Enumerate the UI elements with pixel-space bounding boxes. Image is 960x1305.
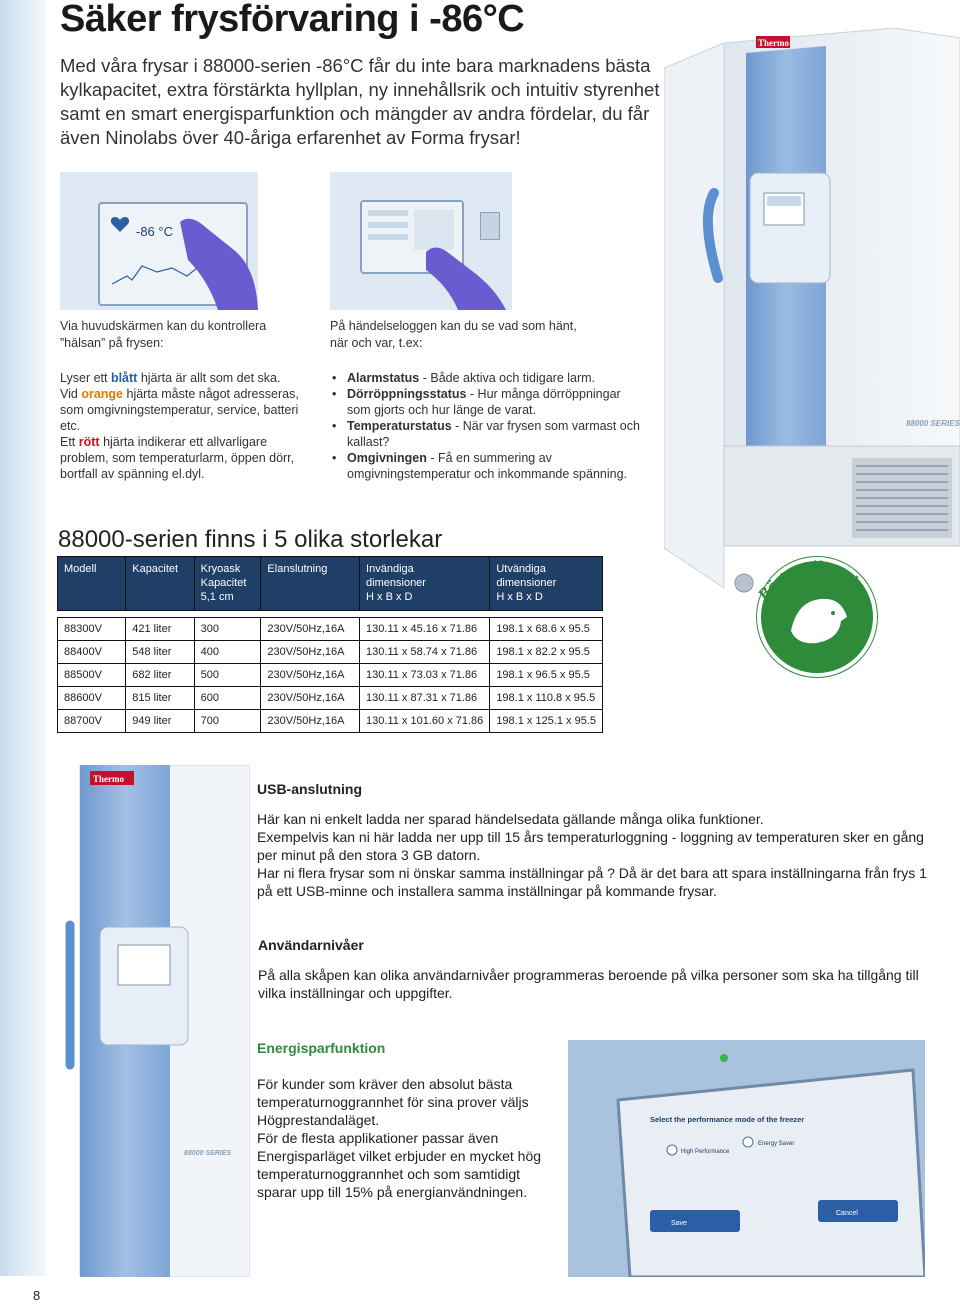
header-model: Modell [58,557,126,611]
heart-status-explanation: Lyser ett blått hjärta är allt som det ska. Vid orange hjärta måste något adresseras, som omgivningstemperatur, service, batteri etc. Ett rött hjärta indikerar ett allvarligare problem, som temperaturlarm, öppen dörr, bortfall av spänning el.dyl. [60,371,299,481]
event-log-bullets [332,370,642,482]
energy-screen-title: Select the performance mode of the freezer [650,1115,805,1124]
usb-section-title: USB-anslutning [257,781,362,797]
event-log-photo [330,172,512,310]
sizes-section-title: 88000-serien finns i 5 olika storlekar [58,526,443,553]
bullet-environment: • Omgivningen - Få en summering av omgivningstemperatur och inkommande spänning. [332,450,642,482]
header-outer: Utvändiga dimensioner H x B x D [490,557,603,611]
option-high-performance[interactable]: High Performance [681,1149,730,1155]
intro-paragraph: Med våra frysar i 88000-serien -86°C får du inte bara marknadens bästa kylkapacitet, extra förstärkta hyllplan, ny innehållsrik och intuitiv styrenhet samt en smart energisparfunktion och mängder av andra fördelar, du får även Ninolabs över 40-åriga erfarenhet av Forma frysar! [60,55,660,148]
svg-text:Thermo: Thermo [93,774,124,784]
freezer-series-label: 88000 SERIES [906,419,960,428]
eco-label-text: Bästa miljöval [753,556,861,605]
option-energy-saver[interactable]: Energy Saver [758,1141,795,1147]
table-row: 88600V 815 liter 600 230V/50Hz,16A 130.11 x 87.31 x 71.86 198.1 x 110.8 x 95.5 [58,687,603,710]
eco-label-text-arc [740,546,880,616]
table-row: 88500V 682 liter 500 230V/50Hz,16A 130.11 x 73.03 x 71.86 198.1 x 96.5 x 95.5 [58,664,603,687]
status-heart-icon [111,217,129,232]
main-screen-caption: Via huvudskärmen kan du kontrollera ”hälsan” på frysen: [60,319,267,350]
page-sidebar-gradient [0,0,46,1305]
table-row: 88700V 949 liter 700 230V/50Hz,16A 130.11 x 101.60 x 71.86 198.1 x 125.1 x 95.5 [58,710,603,733]
header-power: Elanslutning [261,557,360,611]
save-button[interactable]: Save [671,1220,687,1227]
freezer-photo-large [664,28,960,598]
svg-text:Bästa miljöval [753,557,861,605]
user-levels-body: På alla skåpen kan olika användarnivåer programmeras beroende på vilka personer som ska ha tillgång till vilka inställningar och uppgifter. [258,967,919,1001]
main-screen-photo [60,172,258,310]
energy-section-body: För kunder som kräver den absolut bästa temperaturnoggrannhet för sina prover väljs Högprestandaläget. För de flesta applikationer passar även Energisparläget vilket erbjuder en mycket hög temperaturnoggrannhet och som samtidigt sparar upp till 15% på energianvändningen. [257,1076,542,1200]
energy-screen-photo [568,1040,925,1277]
sizes-table [57,556,603,733]
header-inner: Invändiga dimensioner H x B x D [360,557,490,611]
status-led-icon [720,1054,728,1062]
table-header-row [58,557,603,611]
bullet-temperature: • Temperaturstatus - När var frysen som varmast och kallast? [332,418,642,450]
user-levels-title: Användarnivåer [258,937,364,953]
page-number: 8 [33,1288,41,1303]
bullet-door: • Dörröppningsstatus - Hur många dörröppningar som gjorts och hur länge de varat. [332,386,642,418]
header-capacity: Kapacitet [126,557,194,611]
svg-text:88000 SERIES: 88000 SERIES [184,1150,232,1157]
freezer-logo-text: Thermo [758,38,789,48]
gloved-hand-graphic-2 [426,232,512,310]
table-row: 88400V 548 liter 400 230V/50Hz,16A 130.11 x 58.74 x 71.86 198.1 x 82.2 x 95.5 [58,641,603,664]
table-row: 88300V 421 liter 300 230V/50Hz,16A 130.11 x 45.16 x 71.86 198.1 x 68.6 x 95.5 [58,618,603,641]
bullet-alarm: • Alarmstatus - Både aktiva och tidigare larm. [332,370,642,386]
cancel-button[interactable]: Cancel [836,1210,858,1217]
freezer-photo-tall [60,765,250,1277]
screen-temperature: -86 °C [136,224,173,239]
gloved-hand-graphic [180,200,258,310]
page-title: Säker frysförvaring i -86°C [60,0,525,40]
energy-section-title: Energisparfunktion [257,1040,386,1056]
header-cryo: Kryoask Kapacitet 5,1 cm [194,557,261,611]
event-log-caption: På händelseloggen kan du se vad som hänt, när och var, t.ex: [330,319,577,350]
usb-section-body: Här kan ni enkelt ladda ner sparad händelsedata gällande många olika funktioner. Exempelvis kan ni här ladda ner upp till 15 års temperaturloggning - loggning av temperaturen sker en gång per minut på den stora 3 GB datorn. Har ni flera frysar som ni önskar samma inställningar på ? Då är det bara att spara inställningarna från frys 1 på ett USB-minne och installera samma inställningar på kommande frysar. [257,811,927,899]
